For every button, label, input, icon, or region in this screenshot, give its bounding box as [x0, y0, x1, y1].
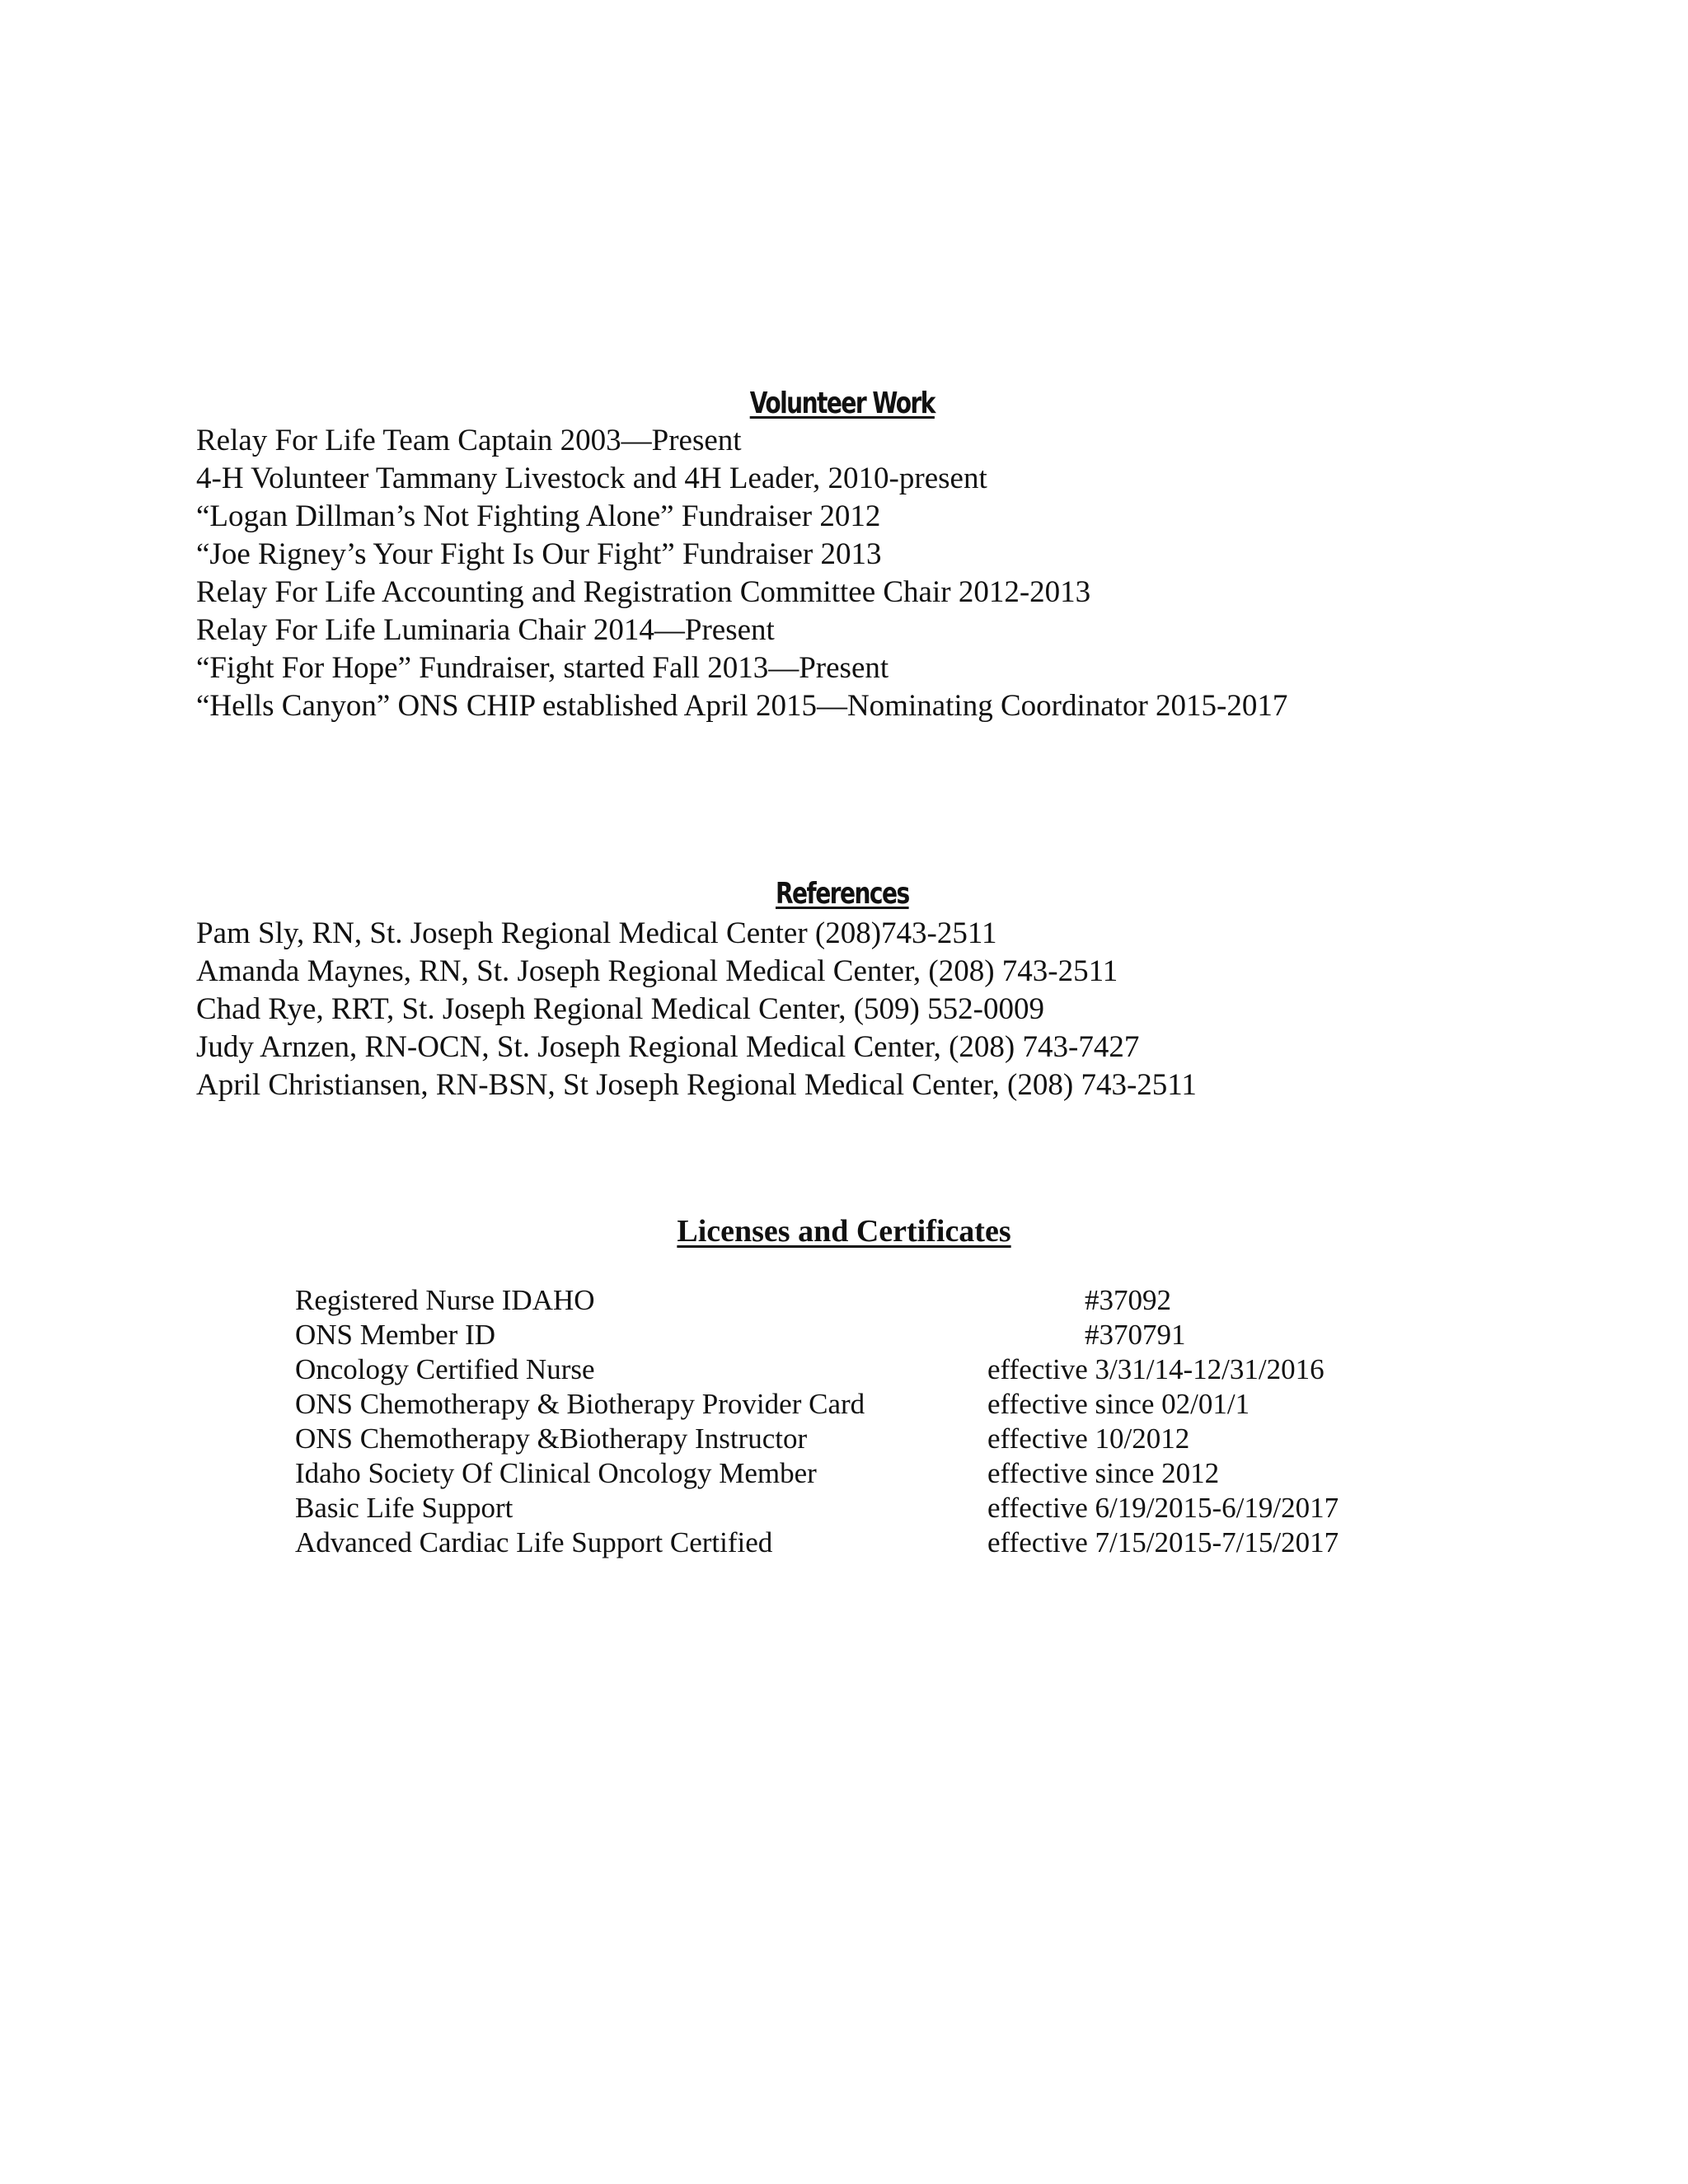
licenses-heading: Licenses and Certificates — [677, 1214, 1011, 1249]
list-item: Relay For Life Luminaria Chair 2014—Present — [196, 613, 775, 647]
table-row — [295, 1352, 1449, 1387]
references-list — [196, 915, 1197, 1104]
list-item: Amanda Maynes, RN, St. Joseph Regional Medical Center, (208) 743-2511 — [196, 954, 1118, 988]
license-value: #37092 — [1085, 1284, 1171, 1316]
table-row — [295, 1387, 1449, 1422]
list-item: Judy Arnzen, RN-OCN, St. Joseph Regional Medical Center, (208) 743-7427 — [196, 1030, 1140, 1064]
list-item: Chad Rye, RRT, St. Joseph Regional Medical Center, (509) 552-0009 — [196, 992, 1044, 1026]
license-name: Basic Life Support — [295, 1492, 513, 1524]
license-value: #370791 — [1085, 1319, 1186, 1351]
list-item: Pam Sly, RN, St. Joseph Regional Medical Center (208)743-2511 — [196, 916, 997, 950]
references-heading: References — [775, 877, 909, 911]
volunteer-work-heading: Volunteer Work — [749, 387, 935, 420]
license-name: ONS Chemotherapy & Biotherapy Provider Card — [295, 1388, 865, 1420]
volunteer-work-list — [196, 422, 1287, 725]
table-row — [295, 1318, 1449, 1352]
license-name: Idaho Society Of Clinical Oncology Member — [295, 1457, 817, 1489]
license-value: effective 6/19/2015-6/19/2017 — [987, 1492, 1339, 1524]
license-value: effective since 02/01/1 — [987, 1388, 1250, 1420]
table-row — [295, 1283, 1449, 1318]
list-item: “Joe Rigney’s Your Fight Is Our Fight” Fundraiser 2013 — [196, 537, 882, 571]
licenses-table — [295, 1283, 1449, 1560]
license-value: effective 3/31/14-12/31/2016 — [987, 1353, 1325, 1385]
table-row — [295, 1526, 1449, 1560]
license-name: ONS Member ID — [295, 1319, 496, 1351]
license-name: Oncology Certified Nurse — [295, 1353, 595, 1385]
license-name: Advanced Cardiac Life Support Certified — [295, 1526, 773, 1558]
license-value: effective 10/2012 — [987, 1422, 1190, 1455]
license-value: effective since 2012 — [987, 1457, 1220, 1489]
list-item: “Logan Dillman’s Not Fighting Alone” Fundraiser 2012 — [196, 499, 881, 533]
list-item: April Christiansen, RN-BSN, St Joseph Regional Medical Center, (208) 743-2511 — [196, 1068, 1197, 1102]
license-name: ONS Chemotherapy &Biotherapy Instructor — [295, 1422, 808, 1455]
list-item: “Fight For Hope” Fundraiser, started Fall 2013—Present — [196, 651, 889, 685]
list-item: Relay For Life Accounting and Registration Committee Chair 2012-2013 — [196, 575, 1091, 609]
list-item: Relay For Life Team Captain 2003—Present — [196, 424, 742, 457]
list-item: 4-H Volunteer Tammany Livestock and 4H Leader, 2010-present — [196, 462, 987, 495]
list-item: “Hells Canyon” ONS CHIP established April 2015—Nominating Coordinator 2015-2017 — [196, 689, 1288, 723]
table-row — [295, 1422, 1449, 1456]
license-name: Registered Nurse IDAHO — [295, 1284, 595, 1316]
table-row — [295, 1491, 1449, 1526]
license-value: effective 7/15/2015-7/15/2017 — [987, 1526, 1339, 1558]
table-row — [295, 1456, 1449, 1491]
